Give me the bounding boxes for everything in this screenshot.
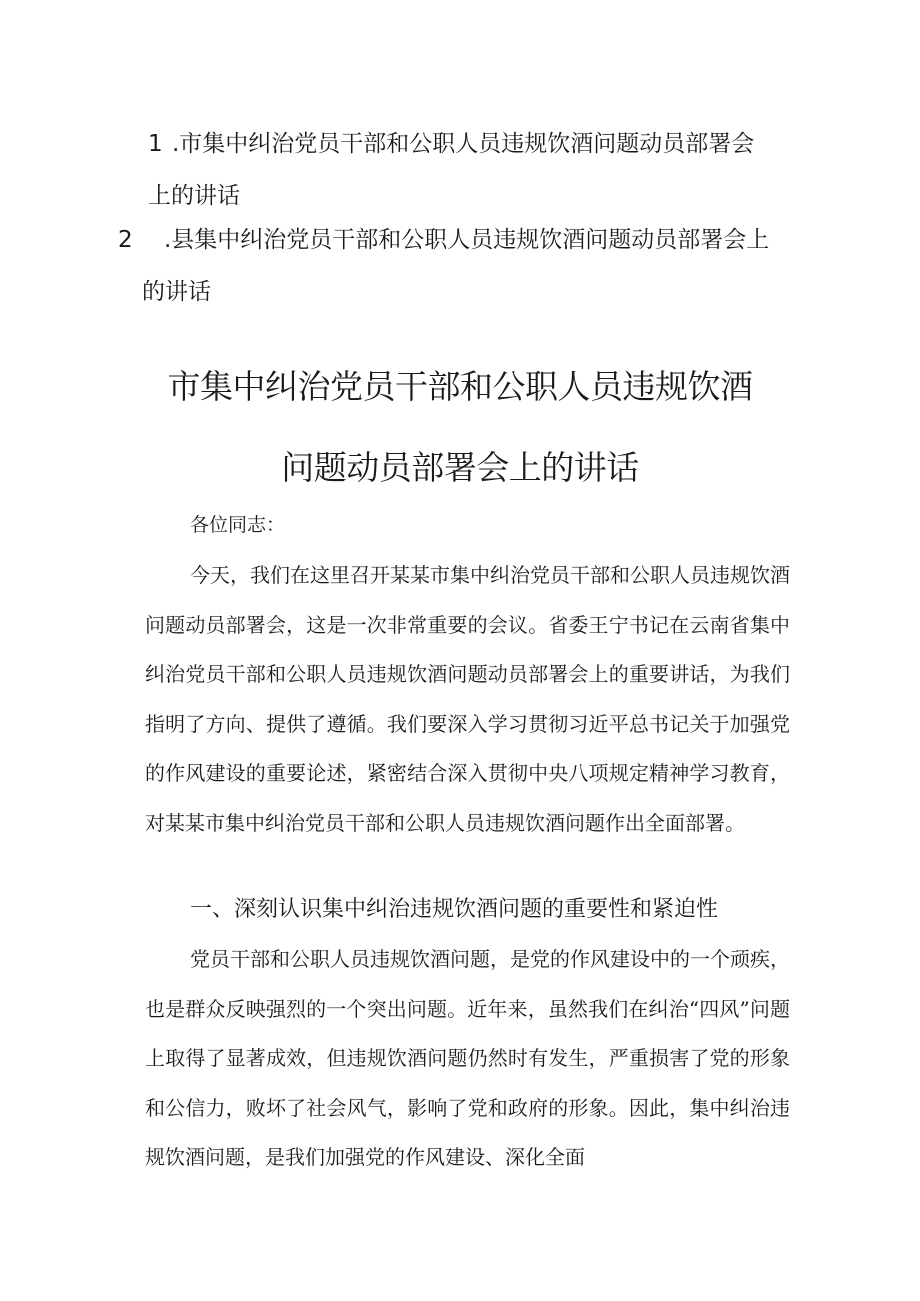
document-title-line-1: 市集中纠治党员干部和公职人员违规饮酒 <box>167 367 753 406</box>
document-title-line-2: 问题动员部署会上的讲话 <box>281 448 639 487</box>
toc-item-number: 2 <box>118 227 133 253</box>
toc-item-text: .市集中纠治党员干部和公职人员违规饮酒问题动员部署会上的讲话 <box>148 131 755 209</box>
toc-item-text: .县集中纠治党员干部和公职人员违规饮酒问题动员部署会上的讲话 <box>142 227 770 305</box>
toc-item-2 <box>118 214 778 318</box>
toc-item-number: 1 <box>148 131 163 157</box>
toc-item-1 <box>148 118 768 222</box>
salutation: 各位同志： <box>190 514 286 536</box>
body-paragraph: 党员干部和公职人员违规饮酒问题，是党的作风建设中的一个顽疾，也是群众反映强烈的一个突出问题。近年来，虽然我们在纠治“四风”问题上取得了显著成效，但违规饮酒问题仍然时有发生，严重损害了党的形象和公信力，败坏了社会风气，影响了党和政府的形象。因此，集中纠治违规饮酒问题，是我们加强党的作风建设、深化全面 <box>145 947 790 1169</box>
body-paragraph: 今天，我们在这里召开某某市集中纠治党员干部和公职人员违规饮酒问题动员部署会，这是一次非常重要的会议。省委王宁书记在云南省集中纠治党员干部和公职人员违规饮酒问题动员部署会上的重要讲话，为我们指明了方向、提供了遵循。我们要深入学习贯彻习近平总书记关于加强党的作风建设的重要论述，紧密结合深入贯彻中央八项规定精神学习教育，对某某市集中纠治党员干部和公职人员违规饮酒问题作出全面部署。 <box>145 563 790 835</box>
section-heading: 一、深刻认识集中纠治违规饮酒问题的重要性和紧迫性 <box>190 897 719 922</box>
